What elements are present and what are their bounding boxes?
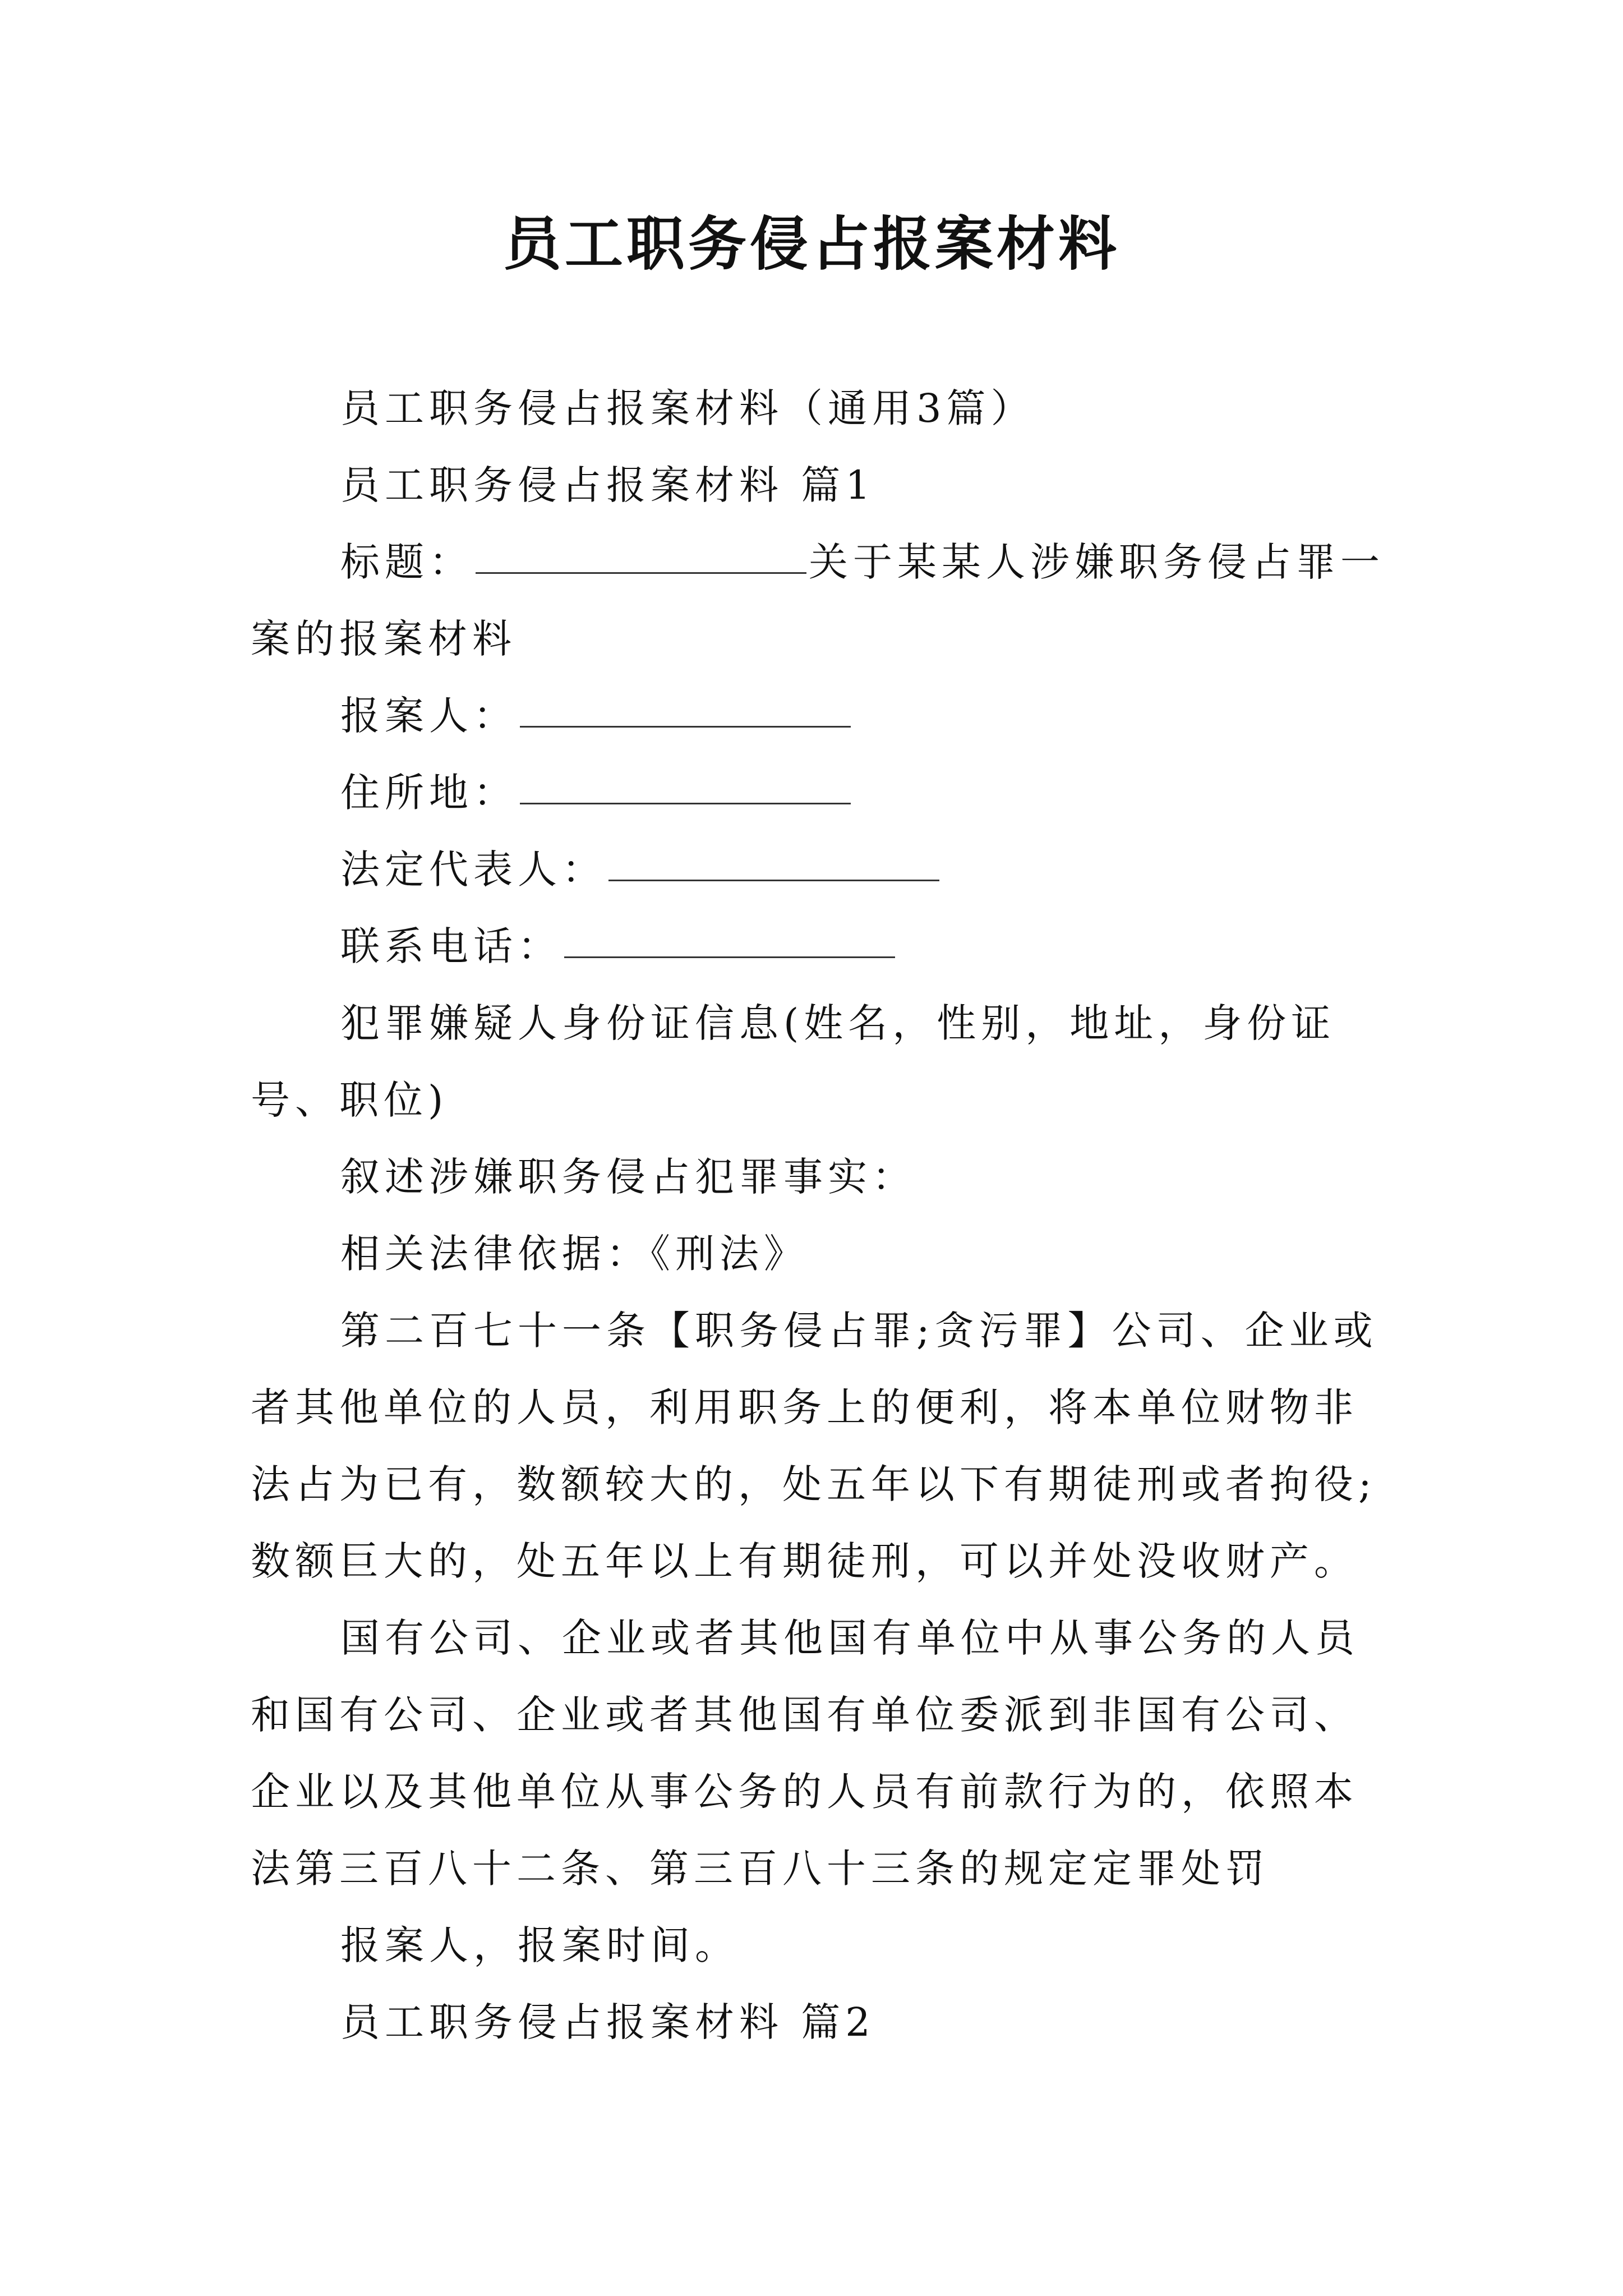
article-271-paragraph-2: 国有公司、企业或者其他国有单位中从事公务的人员和国有公司、企业或者其他国有单位委派到非国有公司、企业以及其他单位从事公务的人员有前款行为的，依照本法第三百八十二条、第三百八十三条的规定定罪处罚 xyxy=(251,1615,1359,1892)
address-field-label: 住所地： xyxy=(340,770,518,816)
address-field xyxy=(251,754,1389,831)
document-subtitle: 员工职务侵占报案材料（通用3篇） xyxy=(340,385,1035,431)
section-1-heading: 员工职务侵占报案材料 篇1 xyxy=(340,462,875,508)
suspect-info-paragraph: 犯罪嫌疑人身份证信息(姓名，性别，地址，身份证号、职位) xyxy=(251,1000,1336,1123)
article-271-paragraph-1: 第二百七十一条【职务侵占罪;贪污罪】公司、企业或者其他单位的人员，利用职务上的便利，将本单位财物非法占为已有，数额较大的，处五年以下有期徒刑或者拘役;数额巨大的，处五年以上有期徒刑，可以并处没收财产。 xyxy=(251,1308,1378,1584)
legal-basis: 相关法律依据：《刑法》 xyxy=(340,1231,808,1277)
phone-field-blank-line xyxy=(564,955,895,958)
title-field-text: 关于某某人涉嫌职务侵占罪一案的报案材料 xyxy=(251,539,1385,662)
title-field xyxy=(251,524,1389,678)
legal-representative-field xyxy=(251,831,1389,908)
phone-field-label: 联系电话： xyxy=(340,923,562,969)
legal-representative-field-label: 法定代表人： xyxy=(340,846,606,892)
reporter-field xyxy=(251,678,1389,754)
reporter-field-label: 报案人： xyxy=(340,693,518,739)
address-field-blank-line xyxy=(520,802,851,804)
title-field-label: 标题： xyxy=(340,539,473,585)
section-2-heading: 员工职务侵占报案材料 篇2 xyxy=(340,1999,875,2045)
reporter-field-blank-line xyxy=(520,725,851,728)
closing-line: 报案人，报案时间。 xyxy=(340,1922,739,1968)
phone-field xyxy=(251,908,1389,985)
legal-representative-field-blank-line xyxy=(608,878,939,881)
document-title: 员工职务侵占报案材料 xyxy=(502,209,1120,278)
title-field-blank-line xyxy=(476,571,806,574)
facts-label: 叙述涉嫌职务侵占犯罪事实： xyxy=(340,1154,916,1200)
document-body xyxy=(251,370,1389,2061)
